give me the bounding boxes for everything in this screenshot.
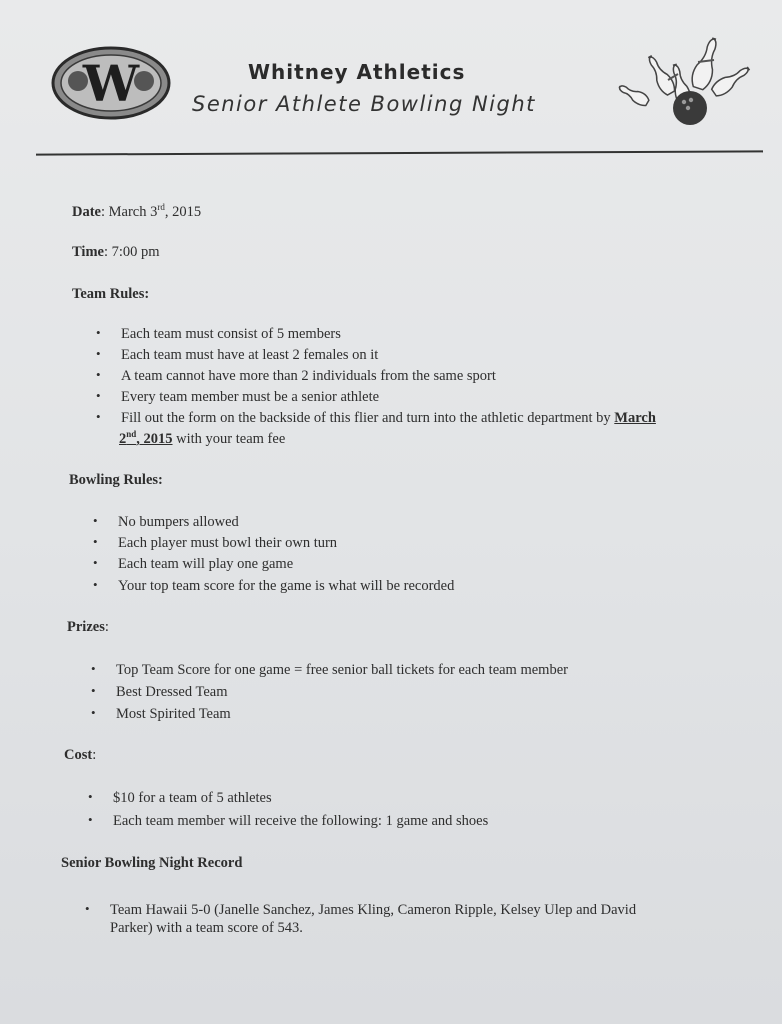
list-item: • Every team member must be a senior athlete	[121, 389, 379, 406]
list-item: • Best Dressed Team	[116, 684, 227, 701]
list-item: • Your top team score for the game is what will be recorded	[118, 578, 454, 595]
list-item: • Each team member will receive the following: 1 game and shoes	[113, 813, 488, 830]
date-value: : March 3	[101, 204, 158, 220]
prizes-heading: Prizes:	[67, 619, 109, 635]
deadline-tail: with your team fee	[172, 431, 286, 447]
list-item: • No bumpers allowed	[118, 514, 239, 531]
list-item: • A team cannot have more than 2 individuals from the same sport	[121, 368, 496, 385]
logo-letter: W	[82, 54, 140, 113]
deadline-month: March	[614, 410, 656, 426]
date-suffix: rd	[157, 202, 165, 213]
list-item: • Each team must consist of 5 members	[121, 326, 341, 343]
record-line-1: • Team Hawaii 5-0 (Janelle Sanchez, James Kling, Cameron Ripple, Kelsey Ulep and David	[110, 902, 636, 919]
header-subtitle: Senior Athlete Bowling Night	[192, 92, 536, 116]
record-line-2: Parker) with a team score of 543.	[110, 920, 303, 936]
list-item-text: Fill out the form on the backside of this flier and turn into the athletic department by	[121, 410, 611, 426]
date-label: Date	[72, 204, 101, 220]
record-heading: Senior Bowling Night Record	[61, 855, 243, 871]
deadline-line	[119, 431, 285, 448]
list-item: • Each team must have at least 2 females on it	[121, 347, 378, 364]
list-item: • Each player must bowl their own turn	[118, 535, 337, 552]
list-item	[121, 410, 656, 427]
list-item: • Top Team Score for one game = free senior ball tickets for each team member	[116, 662, 568, 679]
header-title: Whitney Athletics	[248, 60, 466, 84]
time-label: Time	[72, 244, 104, 260]
bowling-rules-heading: Bowling Rules:	[69, 472, 163, 488]
list-item: • Most Spirited Team	[116, 706, 231, 723]
list-item: • $10 for a team of 5 athletes	[113, 790, 272, 807]
list-item: • Each team will play one game	[118, 556, 293, 573]
time-value: : 7:00 pm	[103, 244, 160, 260]
cost-heading: Cost:	[64, 747, 97, 763]
date-year: , 2015	[164, 204, 202, 220]
date-line	[72, 204, 201, 221]
deadline-day: 2nd, 2015	[119, 429, 173, 447]
team-rules-heading: Team Rules:	[72, 286, 150, 302]
time-line	[72, 244, 160, 261]
